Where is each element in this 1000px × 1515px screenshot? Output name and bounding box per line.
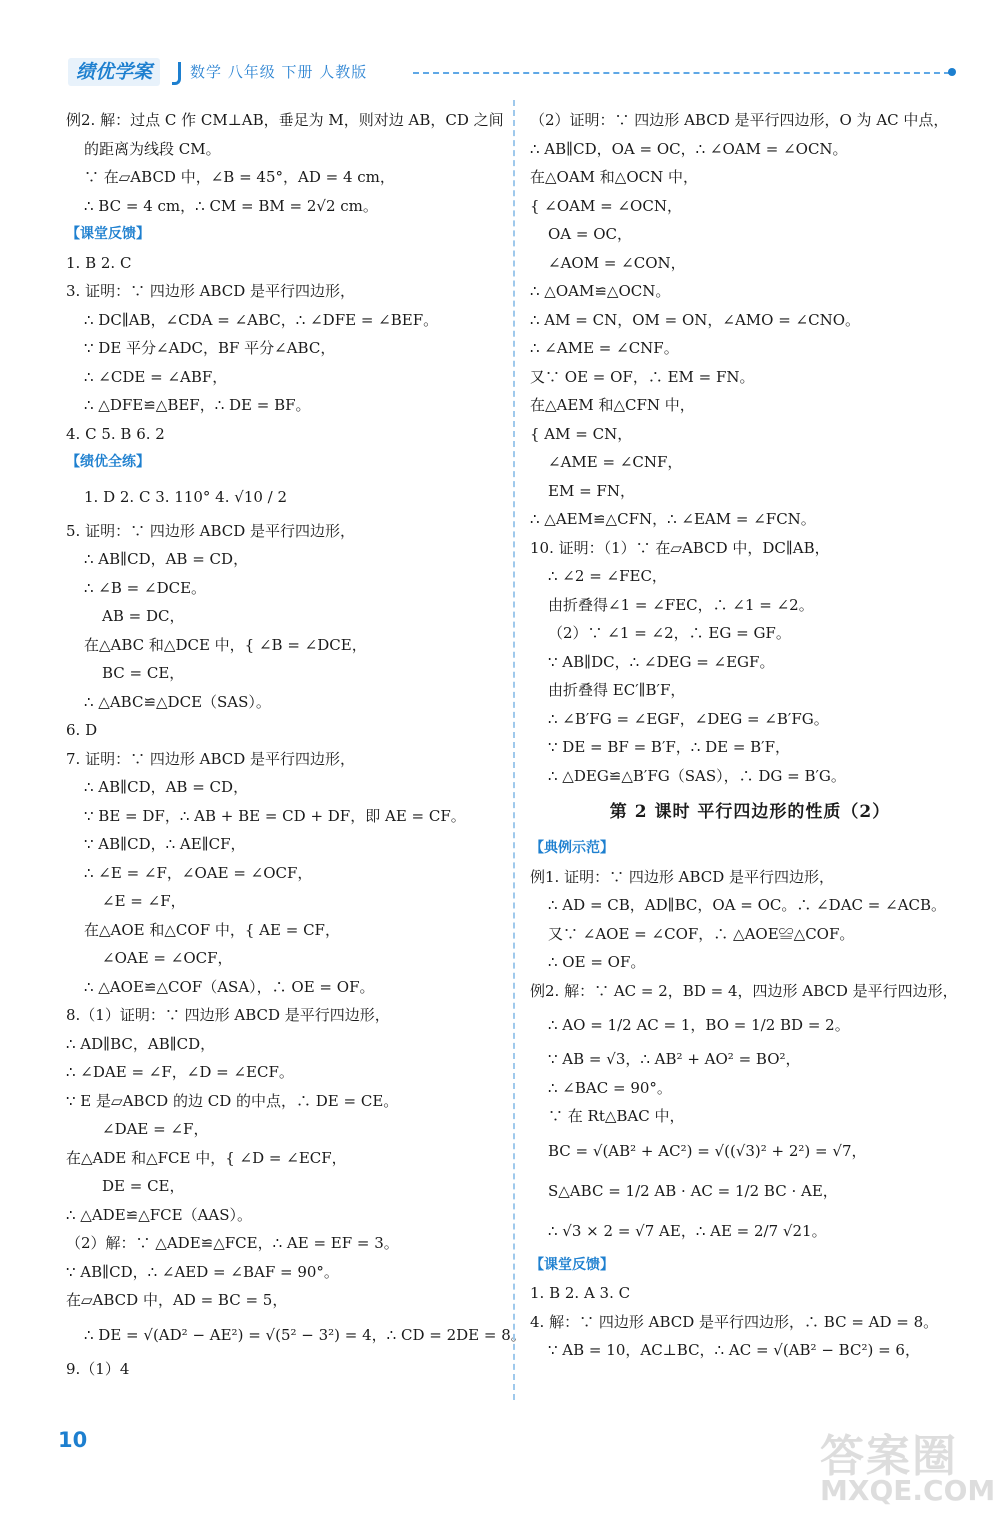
solution-line: 7. 证明：∵ 四边形 ABCD 是平行四边形，	[66, 749, 356, 768]
solution-line: ∴ AB∥CD，OA = OC，∴ ∠OAM = ∠OCN。	[530, 139, 848, 158]
solution-line: EM = FN，	[548, 481, 635, 500]
solution-line: ∴ △DFE≌△BEF，∴ DE = BF。	[84, 396, 311, 414]
solution-line: （2）∵ ∠1 = ∠2，∴ EG = GF。	[548, 624, 791, 642]
right-column	[530, 106, 970, 1365]
solution-line: ∵ DE = BF = B′F，∴ DE = B′F，	[548, 738, 790, 756]
solution-line: ∵ AB∥CD，∴ ∠AED = ∠BAF = 90°。	[66, 1262, 339, 1281]
solution-line: （2）证明：∵ 四边形 ABCD 是平行四边形，O 为 AC 中点，	[530, 111, 949, 129]
solution-line: 在△AOE 和△COF 中，{ AE = CF，	[84, 920, 340, 939]
section-tag: 【典例示范】	[530, 840, 614, 856]
solution-line: ∵ AB∥CD，∴ AE∥CF，	[84, 835, 246, 853]
solution-line: 又∵ ∠AOE = ∠COF，∴ △AOE≌△COF。	[548, 924, 855, 943]
solution-line: 10. 证明：（1）∵ 在▱ABCD 中，DC∥AB，	[530, 538, 830, 557]
solution-line: ∴ ∠B′FG = ∠EGF，∠DEG = ∠B′FG。	[548, 709, 829, 728]
solution-line: ∴ △OAM≌△OCN。	[530, 282, 671, 300]
solution-line: BC = CE，	[102, 664, 185, 682]
solution-line: ∠AOM = ∠CON，	[548, 253, 686, 272]
solution-line: ∴ DC∥AB，∠CDA = ∠ABC，∴ ∠DFE = ∠BEF。	[84, 310, 439, 329]
brand-bracket-icon	[172, 62, 181, 85]
page-header	[68, 58, 960, 88]
solution-line: 1. B 2. C	[66, 253, 132, 272]
book-subtitle: 数学 八年级 下册 人教版	[190, 63, 368, 81]
solution-line: 例2. 解：过点 C 作 CM⊥AB，垂足为 M，则对边 AB，CD 之间	[66, 111, 504, 129]
solution-line: BC = √(AB² + AC²) = √((√3)² + 2²) = √7，	[548, 1141, 867, 1160]
watermark-logo: 答案圈	[820, 1431, 958, 1482]
header-dashed-rule	[413, 72, 950, 74]
solution-line: 在△ABC 和△DCE 中，{ ∠B = ∠DCE，	[84, 635, 367, 654]
solution-line: ∴ ∠E = ∠F，∠OAE = ∠OCF，	[84, 863, 313, 882]
solution-line: ∴ BC = 4 cm，∴ CM = BM = 2√2 cm。	[84, 196, 378, 215]
solution-line: ∴ △DEG≌△B′FG（SAS），∴ DG = B′G。	[548, 766, 846, 785]
solution-line: ∵ DE 平分∠ADC，BF 平分∠ABC，	[84, 339, 336, 357]
solution-line: ∴ ∠B = ∠DCE。	[84, 578, 207, 597]
left-column	[66, 106, 526, 1383]
solution-line: { AM = CN，	[530, 424, 633, 443]
watermark	[820, 1420, 996, 1508]
solution-line: DE = CE，	[102, 1177, 185, 1195]
solution-line: ∵ 在▱ABCD 中，∠B = 45°，AD = 4 cm，	[84, 168, 395, 186]
solution-line: ∴ △ABC≌△DCE（SAS）。	[84, 692, 271, 711]
solution-line: ∴ ∠BAC = 90°。	[548, 1078, 672, 1097]
section-tag: 【课堂反馈】	[530, 1256, 614, 1273]
solution-line: ∴ AD = CB，AD∥BC，OA = OC。∴ ∠DAC = ∠ACB。	[548, 896, 947, 914]
solution-line: 在△ADE 和△FCE 中，{ ∠D = ∠ECF，	[66, 1148, 347, 1167]
solution-line: ∵ BE = DF，∴ AB + BE = CD + DF，即 AE = CF。	[84, 806, 466, 825]
solution-line: 的距离为线段 CM。	[84, 139, 221, 158]
solution-line: AB = DC，	[102, 607, 185, 625]
solution-line: ∴ √3 × 2 = √7 AE，∴ AE = 2/7 √21。	[548, 1221, 827, 1240]
solution-line: ∴ AM = CN，OM = ON，∠AMO = ∠CNO。	[530, 310, 861, 329]
solution-line: OA = OC，	[548, 225, 633, 243]
solution-line: 在△AEM 和△CFN 中，	[530, 396, 695, 414]
solution-line: 由折叠得∠1 = ∠FEC，∴ ∠1 = ∠2。	[548, 595, 814, 614]
solution-line: 3. 证明：∵ 四边形 ABCD 是平行四边形，	[66, 282, 356, 300]
solution-line: ∴ △ADE≌△FCE（AAS）。	[66, 1205, 253, 1224]
solution-line: ∵ AB∥DC，∴ ∠DEG = ∠EGF。	[548, 652, 775, 671]
brand-logo: 绩优学案	[68, 58, 160, 86]
solution-line: ∠AME = ∠CNF，	[548, 453, 683, 471]
solution-line: 又∵ OE = OF，∴ EM = FN。	[530, 367, 755, 386]
solution-line: ∵ 在 Rt△BAC 中，	[548, 1107, 685, 1125]
solution-line: ∴ AB∥CD，AB = CD，	[84, 550, 249, 568]
solution-line: ∴ ∠AME = ∠CNF。	[530, 339, 679, 357]
page-number: 10	[58, 1428, 88, 1452]
solution-line: S△ABC = 1/2 AB · AC = 1/2 BC · AE，	[548, 1181, 838, 1200]
header-dot-icon	[948, 68, 956, 76]
solution-line: ∴ △AEM≌△CFN，∴ ∠EAM = ∠FCN。	[530, 510, 816, 528]
column-divider	[513, 100, 515, 1400]
section-tag: 【绩优全练】	[66, 454, 150, 470]
solution-line: 1. B 2. A 3. C	[530, 1284, 631, 1302]
solution-line: 4. 解：∵ 四边形 ABCD 是平行四边形，∴ BC = AD = 8。	[530, 1312, 939, 1331]
solution-line: ∴ ∠DAE = ∠F，∠D = ∠ECF。	[66, 1063, 294, 1081]
solution-line: （2）解：∵ △ADE≌△FCE，∴ AE = EF = 3。	[66, 1234, 399, 1252]
solution-line: ∵ AB = 10，AC⊥BC，∴ AC = √(AB² − BC²) = 6，	[548, 1341, 920, 1359]
solution-line: ∵ E 是▱ABCD 的边 CD 的中点，∴ DE = CE。	[66, 1091, 399, 1110]
solution-line: 8.（1）证明：∵ 四边形 ABCD 是平行四边形，	[66, 1006, 390, 1024]
solution-line: 在▱ABCD 中，AD = BC = 5，	[66, 1291, 288, 1309]
solution-line: 9.（1）4	[66, 1359, 130, 1378]
solution-line: 5. 证明：∵ 四边形 ABCD 是平行四边形，	[66, 521, 356, 540]
solution-line: 1. D 2. C 3. 110° 4. √10 / 2	[84, 487, 288, 506]
solution-line: 例2. 解：∵ AC = 2，BD = 4，四边形 ABCD 是平行四边形，	[530, 981, 958, 1000]
lesson-title: 第 2 课时 平行四边形的性质（2）	[609, 802, 891, 822]
solution-line: 6. D	[66, 721, 98, 739]
solution-line: 4. C 5. B 6. 2	[66, 424, 165, 443]
solution-line: ∴ ∠2 = ∠FEC，	[548, 567, 667, 585]
solution-line: ∴ ∠CDE = ∠ABF，	[84, 367, 228, 386]
solution-line: ∴ AB∥CD，AB = CD，	[84, 778, 249, 796]
solution-line: 由折叠得 EC′∥B′F，	[548, 681, 686, 699]
solution-line: ∴ AO = 1/2 AC = 1，BO = 1/2 BD = 2。	[548, 1016, 850, 1034]
solution-line: 例1. 证明：∵ 四边形 ABCD 是平行四边形，	[530, 867, 835, 886]
solution-line: ∴ DE = √(AD² − AE²) = √(5² − 3²) = 4，∴ CD = 2DE = 8。	[84, 1325, 526, 1344]
solution-line: ∠E = ∠F，	[102, 892, 186, 910]
solution-line: ∴ OE = OF。	[548, 953, 646, 971]
watermark-url: MXQE.COM	[820, 1474, 996, 1507]
solution-line: ∴ AD∥BC，AB∥CD，	[66, 1034, 216, 1053]
section-tag: 【课堂反馈】	[66, 226, 150, 242]
solution-line: ∠OAE = ∠OCF，	[102, 949, 233, 967]
solution-line: ∴ △AOE≌△COF（ASA），∴ OE = OF。	[84, 977, 375, 996]
solution-line: ∠DAE = ∠F，	[102, 1120, 209, 1138]
solution-line: 在△OAM 和△OCN 中，	[530, 168, 698, 186]
solution-line: { ∠OAM = ∠OCN，	[530, 196, 682, 215]
solution-line: ∵ AB = √3，∴ AB² + AO² = BO²，	[548, 1050, 801, 1068]
